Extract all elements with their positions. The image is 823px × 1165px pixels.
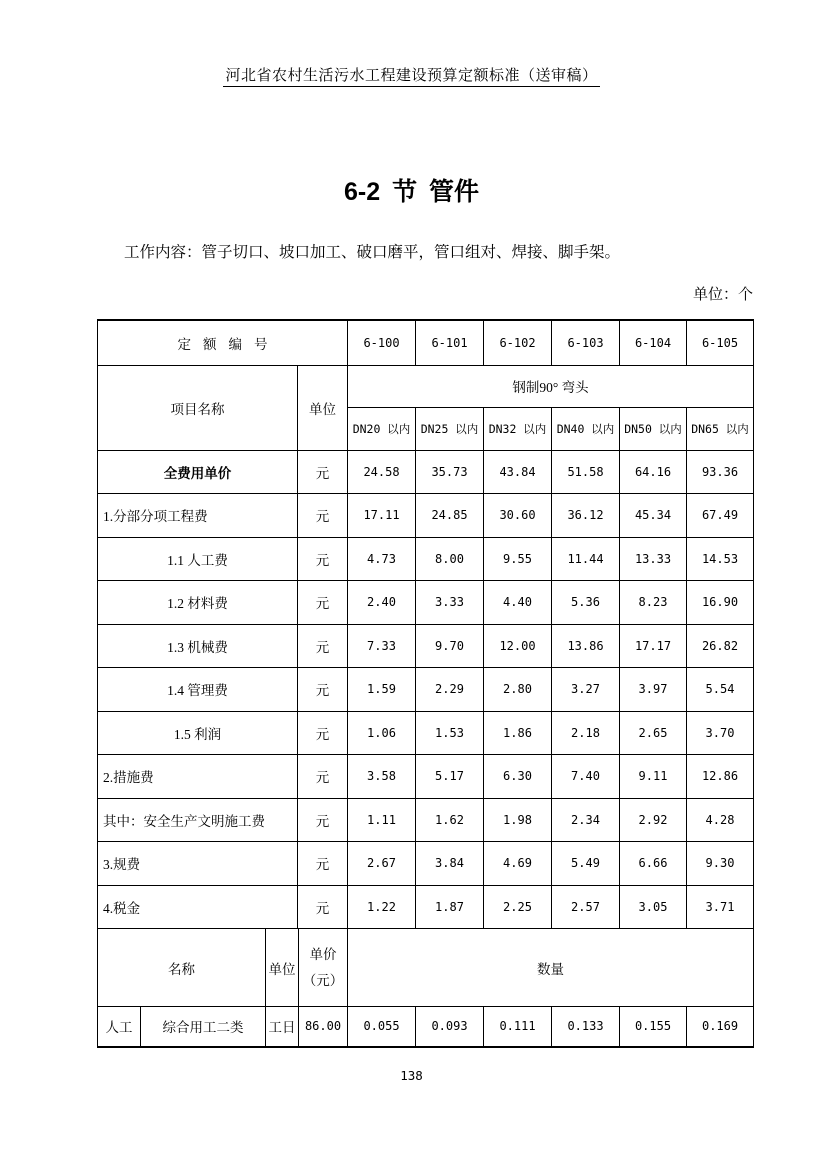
row-label: 4.税金 <box>98 885 298 929</box>
row-unit: 元 <box>298 668 348 712</box>
value-cell: 12.86 <box>687 755 754 799</box>
value-cell: 2.67 <box>348 842 416 886</box>
quota-code: 6-103 <box>552 320 620 365</box>
spec-header: DN20 以内 <box>348 407 416 450</box>
value-cell: 1.98 <box>484 798 552 842</box>
row-unit: 元 <box>298 581 348 625</box>
quota-code: 6-101 <box>416 320 484 365</box>
value-cell: 4.69 <box>484 842 552 886</box>
value-cell: 2.18 <box>552 711 620 755</box>
table-row <box>98 624 754 668</box>
resource-unit: 工日 <box>266 1007 299 1047</box>
value-cell: 2.92 <box>620 798 687 842</box>
price-label-line1: 单价 <box>309 946 337 962</box>
resource-name: 综合用工二类 <box>141 1007 266 1047</box>
value-cell: 93.36 <box>687 450 754 494</box>
value-cell: 1.11 <box>348 798 416 842</box>
value-cell: 5.54 <box>687 668 754 712</box>
quota-code: 6-102 <box>484 320 552 365</box>
quantity-cell: 0.111 <box>484 1007 552 1047</box>
quota-code: 6-104 <box>620 320 687 365</box>
row-label: 1.3 机械费 <box>98 624 298 668</box>
value-cell: 13.33 <box>620 537 687 581</box>
table-row <box>98 885 754 929</box>
value-cell: 5.17 <box>416 755 484 799</box>
price-label-line2: （元） <box>302 972 344 988</box>
value-cell: 7.33 <box>348 624 416 668</box>
table-row <box>98 668 754 712</box>
value-cell: 9.70 <box>416 624 484 668</box>
value-cell: 2.25 <box>484 885 552 929</box>
value-cell: 6.66 <box>620 842 687 886</box>
quantity-cell: 0.093 <box>416 1007 484 1047</box>
resource-name-header: 名称 <box>98 929 266 1007</box>
value-cell: 45.34 <box>620 494 687 538</box>
row-unit: 元 <box>298 537 348 581</box>
resource-unit-header: 单位 <box>266 929 299 1007</box>
row-unit: 元 <box>298 450 348 494</box>
value-cell: 1.06 <box>348 711 416 755</box>
value-cell: 9.30 <box>687 842 754 886</box>
quota-code: 6-100 <box>348 320 416 365</box>
value-cell: 2.34 <box>552 798 620 842</box>
row-unit: 元 <box>298 711 348 755</box>
value-cell: 2.29 <box>416 668 484 712</box>
value-cell: 1.22 <box>348 885 416 929</box>
item-name-header: 项目名称 <box>98 365 298 450</box>
group-header: 钢制90° 弯头 <box>348 365 754 407</box>
row-unit: 元 <box>298 842 348 886</box>
value-cell: 11.44 <box>552 537 620 581</box>
value-cell: 3.70 <box>687 711 754 755</box>
row-unit: 元 <box>298 885 348 929</box>
work-content: 工作内容：管子切口、坡口加工、破口磨平，管口组对、焊接、脚手架。 <box>124 244 621 261</box>
table-row <box>98 537 754 581</box>
resource-row <box>98 1007 754 1047</box>
resource-header-row <box>98 929 754 1007</box>
value-cell: 1.59 <box>348 668 416 712</box>
quota-table-wrapper <box>97 319 754 1048</box>
value-cell: 24.85 <box>416 494 484 538</box>
resource-price: 86.00 <box>299 1007 348 1047</box>
row-label: 其中：安全生产文明施工费 <box>98 798 298 842</box>
value-cell: 5.49 <box>552 842 620 886</box>
value-cell: 26.82 <box>687 624 754 668</box>
value-cell: 24.58 <box>348 450 416 494</box>
value-cell: 3.71 <box>687 885 754 929</box>
table-row <box>98 581 754 625</box>
row-label: 3.规费 <box>98 842 298 886</box>
table-row <box>98 842 754 886</box>
value-cell: 51.58 <box>552 450 620 494</box>
quantity-cell: 0.055 <box>348 1007 416 1047</box>
quantity-cell: 0.169 <box>687 1007 754 1047</box>
value-cell: 2.65 <box>620 711 687 755</box>
value-cell: 2.57 <box>552 885 620 929</box>
value-cell: 3.84 <box>416 842 484 886</box>
table-row <box>98 798 754 842</box>
value-cell: 13.86 <box>552 624 620 668</box>
section-title: 6-2 节 管件 <box>343 178 480 206</box>
row-label: 2.措施费 <box>98 755 298 799</box>
value-cell: 3.58 <box>348 755 416 799</box>
value-cell: 17.17 <box>620 624 687 668</box>
unit-col-header: 单位 <box>298 365 348 450</box>
value-cell: 3.05 <box>620 885 687 929</box>
value-cell: 1.87 <box>416 885 484 929</box>
value-cell: 1.53 <box>416 711 484 755</box>
value-cell: 7.40 <box>552 755 620 799</box>
quota-code-row <box>98 320 754 365</box>
spec-header: DN50 以内 <box>620 407 687 450</box>
value-cell: 1.86 <box>484 711 552 755</box>
resource-table <box>97 928 754 1048</box>
row-label: 1.分部分项工程费 <box>98 494 298 538</box>
quota-code: 6-105 <box>687 320 754 365</box>
row-label: 1.4 管理费 <box>98 668 298 712</box>
value-cell: 3.33 <box>416 581 484 625</box>
row-unit: 元 <box>298 798 348 842</box>
value-cell: 9.11 <box>620 755 687 799</box>
quantity-cell: 0.133 <box>552 1007 620 1047</box>
quota-table <box>97 319 754 929</box>
value-cell: 9.55 <box>484 537 552 581</box>
value-cell: 67.49 <box>687 494 754 538</box>
row-label: 1.2 材料费 <box>98 581 298 625</box>
value-cell: 30.60 <box>484 494 552 538</box>
value-cell: 12.00 <box>484 624 552 668</box>
value-cell: 8.23 <box>620 581 687 625</box>
row-label: 1.5 利润 <box>98 711 298 755</box>
row-unit: 元 <box>298 494 348 538</box>
value-cell: 3.27 <box>552 668 620 712</box>
row-label: 1.1 人工费 <box>98 537 298 581</box>
value-cell: 64.16 <box>620 450 687 494</box>
quota-label: 定额编号 <box>98 320 348 365</box>
value-cell: 43.84 <box>484 450 552 494</box>
spec-header: DN40 以内 <box>552 407 620 450</box>
spec-header: DN65 以内 <box>687 407 754 450</box>
value-cell: 17.11 <box>348 494 416 538</box>
doc-header-text: 河北省农村生活污水工程建设预算定额标准（送审稿） <box>223 68 599 87</box>
spec-header: DN25 以内 <box>416 407 484 450</box>
value-cell: 1.62 <box>416 798 484 842</box>
page-number: 138 <box>400 1068 423 1083</box>
value-cell: 3.97 <box>620 668 687 712</box>
row-unit: 元 <box>298 755 348 799</box>
resource-price-header <box>299 929 348 1007</box>
quantity-cell: 0.155 <box>620 1007 687 1047</box>
quantity-header: 数量 <box>348 929 754 1007</box>
value-cell: 4.40 <box>484 581 552 625</box>
row-unit: 元 <box>298 624 348 668</box>
doc-header <box>0 64 823 85</box>
value-cell: 4.28 <box>687 798 754 842</box>
value-cell: 8.00 <box>416 537 484 581</box>
resource-category: 人工 <box>98 1007 141 1047</box>
value-cell: 6.30 <box>484 755 552 799</box>
value-cell: 35.73 <box>416 450 484 494</box>
value-cell: 14.53 <box>687 537 754 581</box>
group-header-row <box>98 365 754 407</box>
value-cell: 16.90 <box>687 581 754 625</box>
unit-note: 单位：个 <box>692 287 753 303</box>
value-cell: 2.80 <box>484 668 552 712</box>
table-row <box>98 755 754 799</box>
value-cell: 4.73 <box>348 537 416 581</box>
value-cell: 36.12 <box>552 494 620 538</box>
row-label: 全费用单价 <box>98 450 298 494</box>
table-row <box>98 494 754 538</box>
table-row <box>98 711 754 755</box>
table-row-total <box>98 450 754 494</box>
value-cell: 2.40 <box>348 581 416 625</box>
value-cell: 5.36 <box>552 581 620 625</box>
spec-header: DN32 以内 <box>484 407 552 450</box>
